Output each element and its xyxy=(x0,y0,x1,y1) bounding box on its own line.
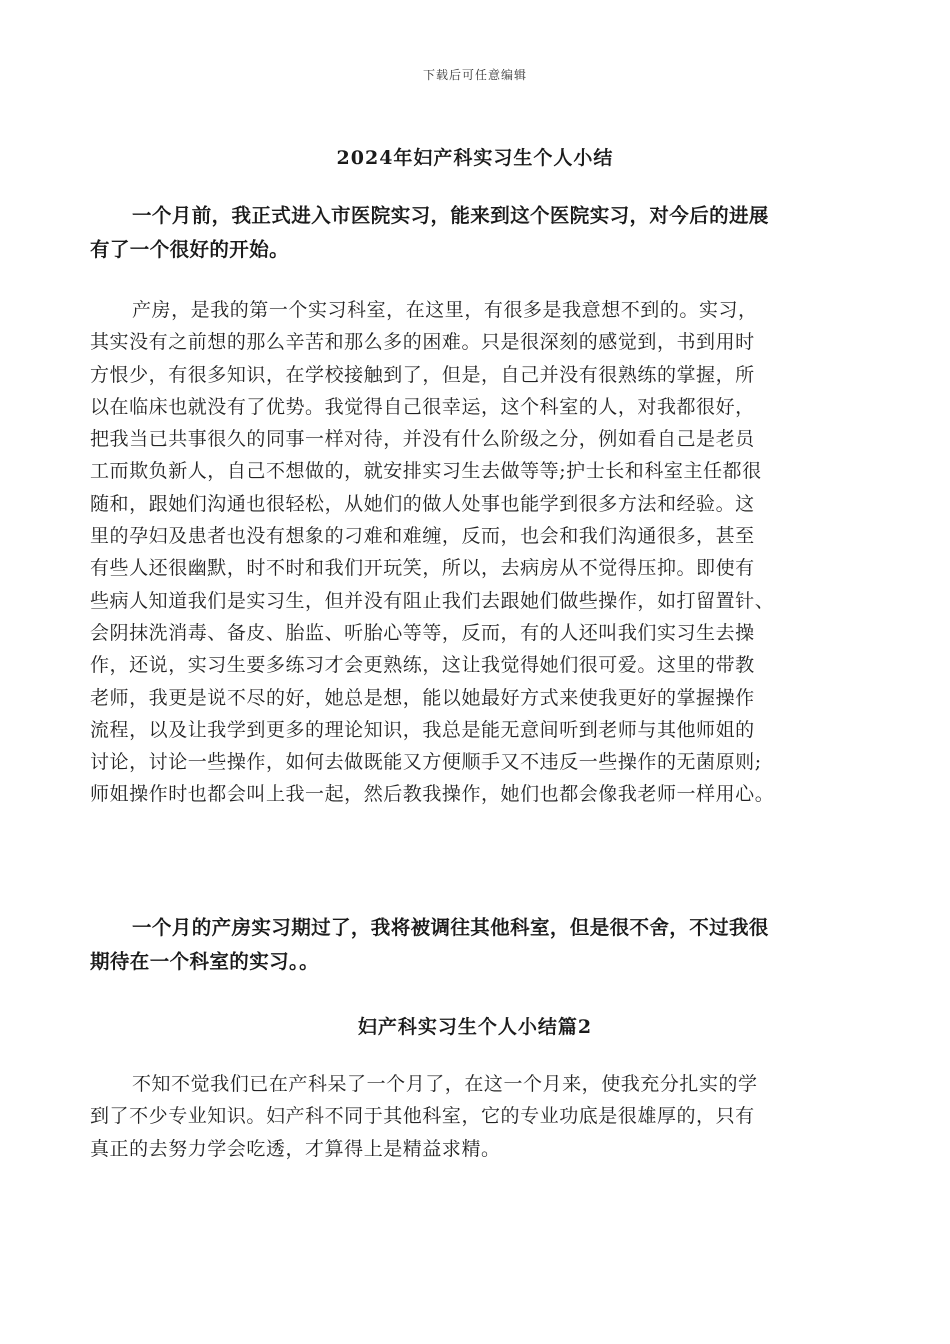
paragraph-line: 随和，跟她们沟通也很轻松，从她们的做人处事也能学到很多方法和经验。这 xyxy=(90,492,755,515)
paragraph-line: 方恨少，有很多知识，在学校接触到了，但是，自己并没有很熟练的掌握，所 xyxy=(90,363,755,386)
paragraph-line: 有些人还很幽默，时不时和我们开玩笑，所以，去病房从不觉得压抑。即使有 xyxy=(90,557,755,580)
body-paragraph-2 xyxy=(90,1068,860,1165)
paragraph-line: 老师，我更是说不尽的好，她总是想，能以她最好方式来使我更好的掌握操作 xyxy=(90,686,755,709)
paragraph-line: 里的孕妇及患者也没有想象的刁难和难缠，反而，也会和我们沟通很多，甚至 xyxy=(90,525,755,548)
paragraph-line: 到了不少专业知识。妇产科不同于其他科室，它的专业功底是很雄厚的，只有 xyxy=(90,1105,755,1128)
document-title: 2024年妇产科实习生个人小结 xyxy=(336,147,614,169)
paragraph-line: 工而欺负新人，自己不想做的，就安排实习生去做等等;护士长和科室主任都很 xyxy=(90,460,762,483)
paragraph-line: 有了一个很好的开始。 xyxy=(90,238,290,261)
header-note: 下载后可任意编辑 xyxy=(422,68,527,82)
body-paragraph-1 xyxy=(90,294,860,811)
paragraph-line: 不知不觉我们已在产科呆了一个月了，在这一个月来，使我充分扎实的学 xyxy=(132,1073,758,1095)
paragraph-line: 一个月的产房实习期过了，我将被调往其他科室，但是很不舍，不过我很 xyxy=(132,916,769,939)
paragraph-line: 讨论，讨论一些操作，如何去做既能又方便顺手又不违反一些操作的无菌原则; xyxy=(90,751,762,774)
lead-paragraph-2 xyxy=(90,911,860,979)
paragraph-line: 产房，是我的第一个实习科室，在这里，有很多是我意想不到的。实习， xyxy=(132,299,758,321)
paragraph-line: 以在临床也就没有了优势。我觉得自己很幸运，这个科室的人，对我都很好， xyxy=(90,395,755,418)
paragraph-line: 期待在一个科室的实习。。 xyxy=(90,950,320,973)
paragraph-line: 真正的去努力学会吃透，才算得上是精益求精。 xyxy=(90,1137,501,1160)
paragraph-line: 一个月前，我正式进入市医院实习，能来到这个医院实习，对今后的进展 xyxy=(132,204,769,227)
paragraph-line: 些病人知道我们是实习生，但并没有阻止我们去跟她们做些操作，如打留置针、 xyxy=(90,589,775,612)
paragraph-line: 流程，以及让我学到更多的理论知识，我总是能无意间听到老师与其他师姐的 xyxy=(90,718,755,741)
paragraph-line: 会阴抹洗消毒、备皮、胎监、听胎心等等，反而，有的人还叫我们实习生去操 xyxy=(90,621,755,644)
paragraph-line: 师姐操作时也都会叫上我一起，然后教我操作，她们也都会像我老师一样用心。 xyxy=(90,783,775,806)
paragraph-line: 其实没有之前想的那么辛苦和那么多的困难。只是很深刻的感觉到，书到用时 xyxy=(90,331,755,354)
paragraph-line: 把我当已共事很久的同事一样对待，并没有什么阶级之分，例如看自己是老员 xyxy=(90,428,755,451)
section-subtitle: 妇产科实习生个人小结篇2 xyxy=(357,1016,593,1038)
paragraph-line: 作，还说，实习生要多练习才会更熟练，这让我觉得她们很可爱。这里的带教 xyxy=(90,654,755,677)
lead-paragraph-1 xyxy=(90,199,860,267)
